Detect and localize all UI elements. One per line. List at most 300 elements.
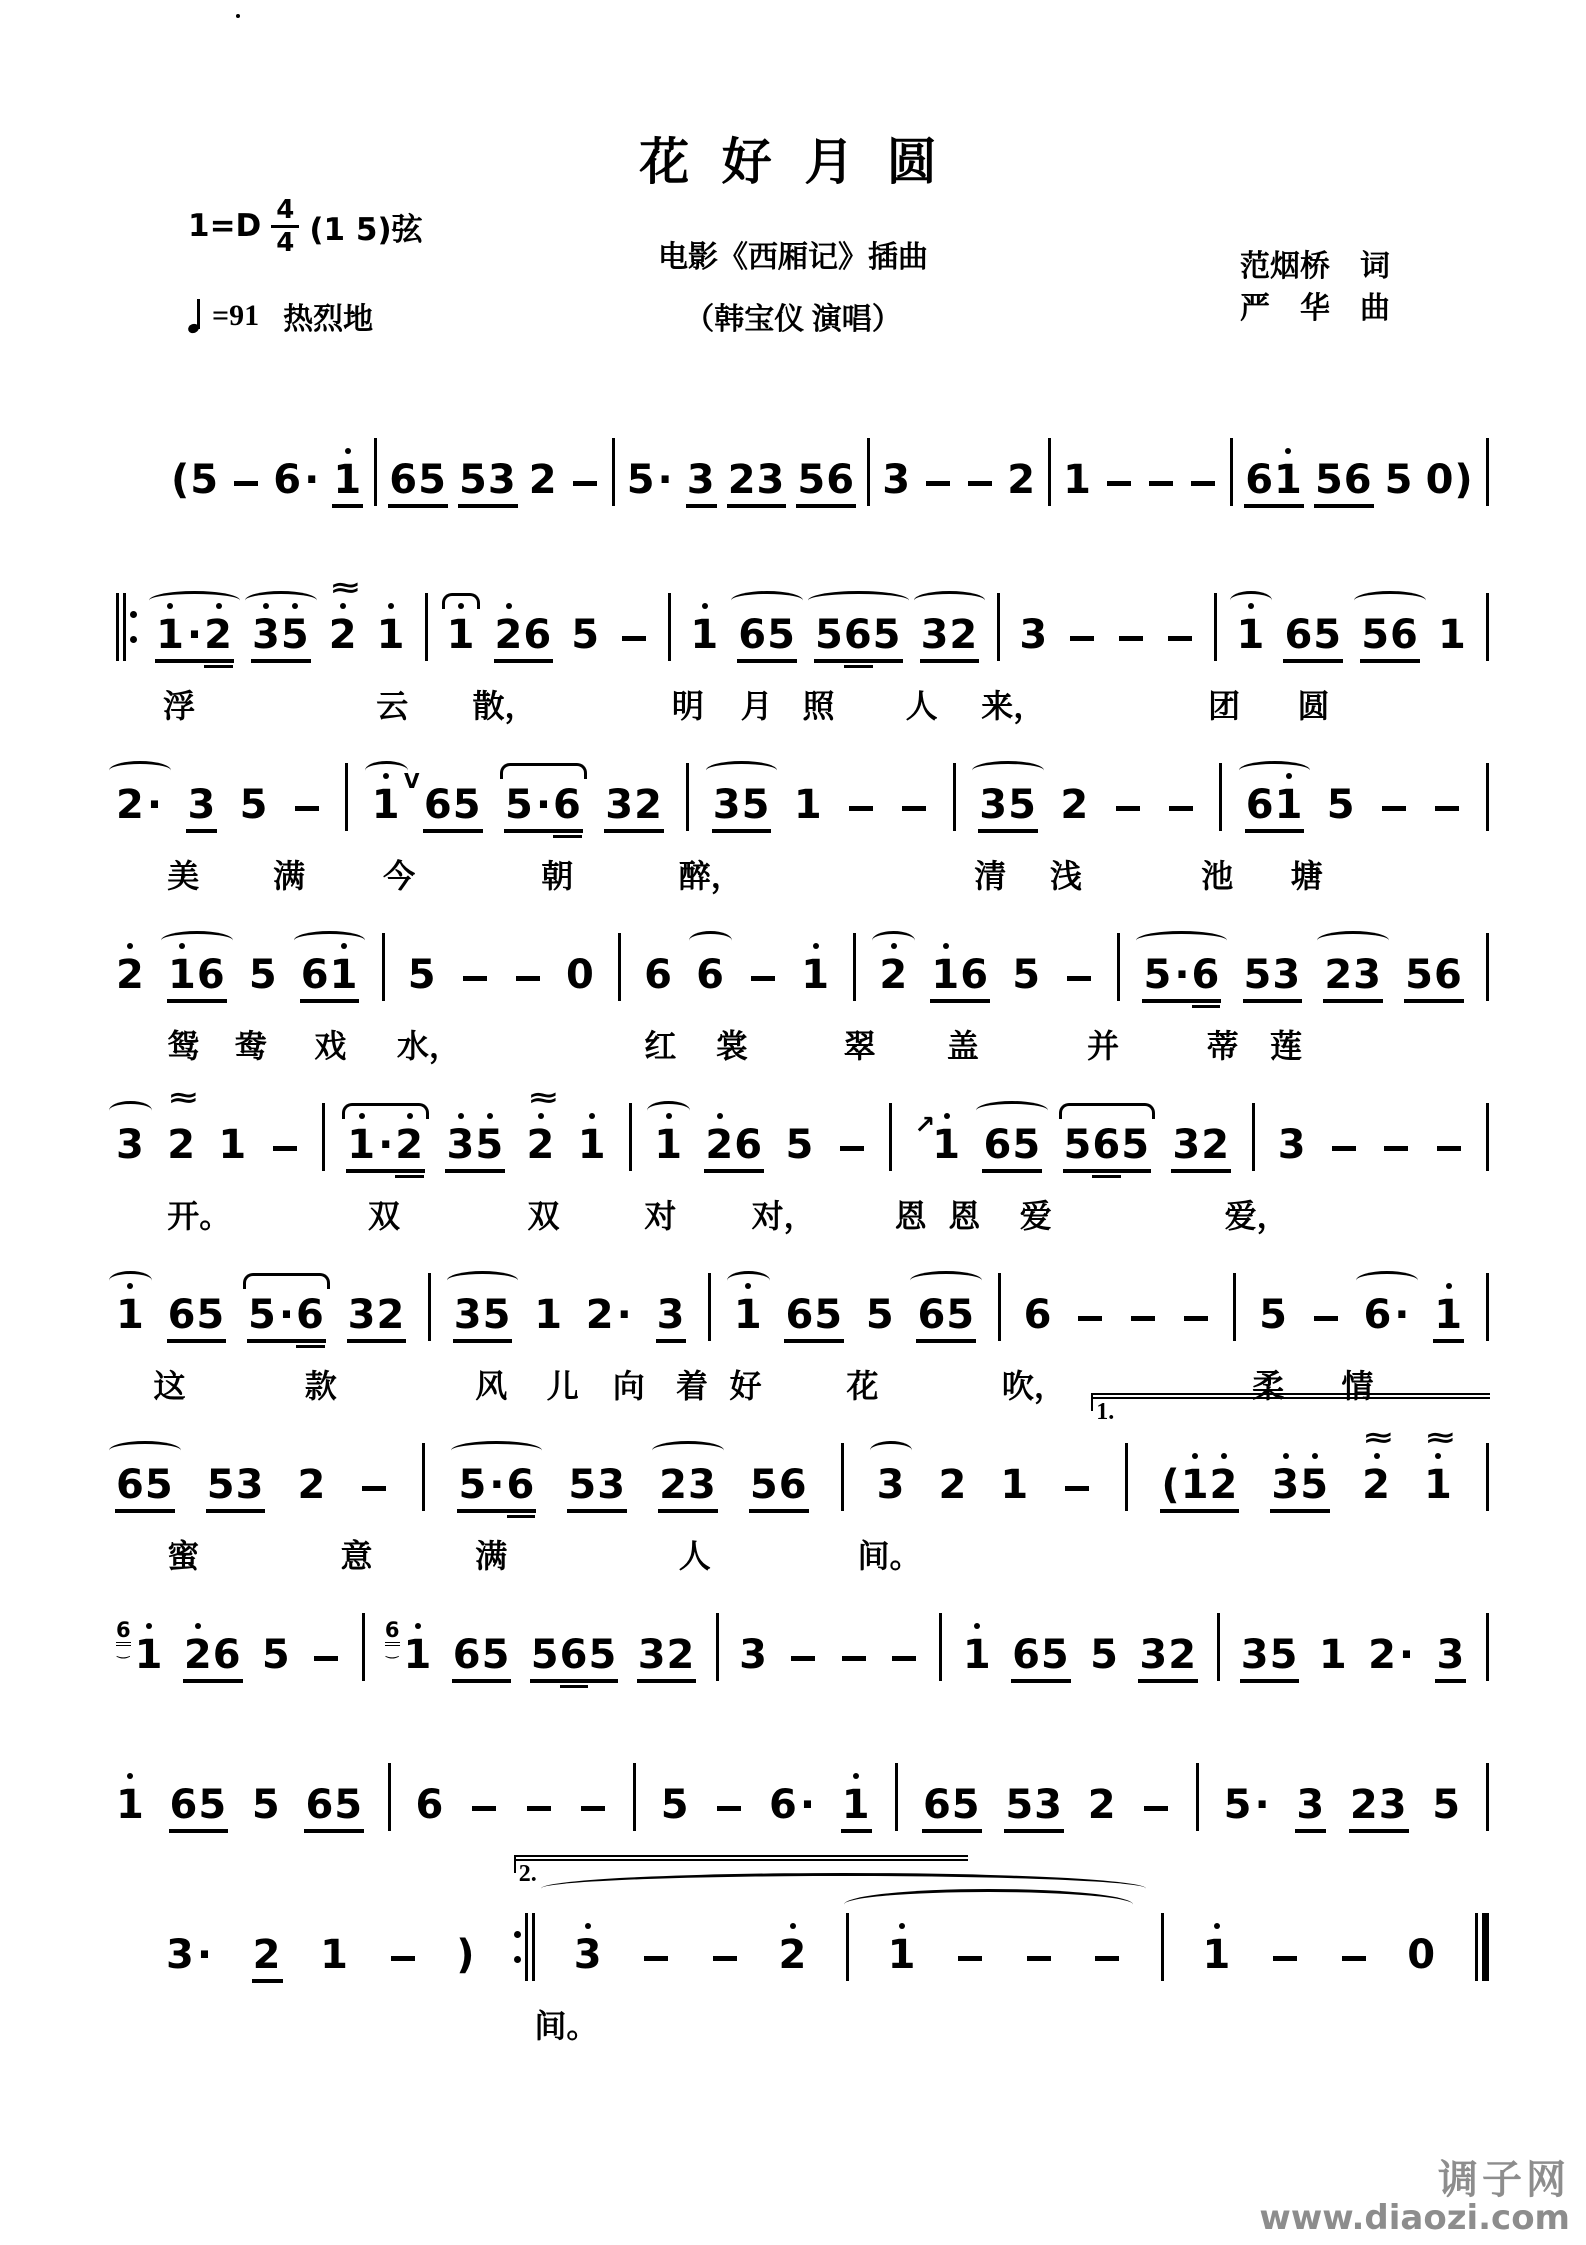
barline (362, 1613, 365, 1681)
note-digit: 5 (797, 457, 827, 503)
dash-note (527, 1806, 551, 1811)
tempo-value: =91 (212, 299, 260, 332)
augmentation-dot: · (1398, 1632, 1415, 1678)
speck (236, 14, 240, 18)
note-digit: 1 (116, 1292, 145, 1338)
note-digit: 5 (144, 1462, 174, 1508)
note-token (1338, 1956, 1370, 1983)
dash-note (1168, 636, 1192, 641)
note-digit: 6 (785, 1292, 815, 1338)
note-digit: 2 (167, 1122, 197, 1168)
score-line (115, 573, 1490, 724)
lyrics-row (115, 1021, 1490, 1065)
note-digit: 1 (403, 1632, 433, 1678)
note-token (248, 952, 279, 1003)
note-digit: 2 (1201, 1122, 1231, 1168)
note-digit: 1 (1437, 612, 1467, 658)
score-line (115, 927, 1490, 1064)
meta-left (188, 196, 423, 338)
note-digit: 1 (446, 612, 476, 658)
note-token (1328, 1146, 1360, 1173)
barline (1161, 1913, 1164, 1981)
note-token (1240, 1632, 1300, 1683)
note-digit: 5 (196, 1292, 226, 1338)
lyric-char: 人 (678, 1538, 711, 1574)
dash-note (1332, 1146, 1356, 1151)
note-digit: 5 (588, 1632, 618, 1678)
lyric-char: 意 (340, 1538, 373, 1574)
note-token (978, 782, 1038, 833)
dash-note (717, 1806, 741, 1811)
notes-row (115, 1607, 1490, 1683)
lyric-char: 美 (167, 858, 200, 894)
lyric-char: 双 (368, 1198, 401, 1234)
lyric-char: 圆 (1297, 688, 1330, 724)
lyric-char: 散， (472, 688, 537, 724)
notes-row (115, 1757, 1490, 1833)
notes-row (115, 1423, 1490, 1513)
dash-note (644, 1956, 668, 1961)
note-token (643, 952, 674, 1003)
score-line (115, 757, 1490, 894)
barline (345, 763, 348, 831)
barline (1219, 763, 1222, 831)
note-token (1142, 952, 1221, 1003)
note-digit: 6 (560, 1635, 589, 1675)
note-token (455, 1932, 476, 1983)
note-token (1349, 1782, 1409, 1833)
dash-note (472, 1806, 496, 1811)
barline (1486, 933, 1489, 1001)
note-digit: 6 (983, 1122, 1013, 1168)
barline (1486, 1443, 1489, 1511)
barline (1233, 1273, 1236, 1341)
note-digit: 2 (659, 1462, 688, 1508)
note-token (577, 1806, 609, 1833)
notes-row (115, 1907, 1490, 1983)
note-digit: 3 (187, 782, 217, 828)
note-token (423, 782, 483, 833)
note-digit: 5 (1384, 457, 1414, 503)
note-digit: 2 (116, 782, 145, 828)
note-digit: 3 (739, 1632, 768, 1678)
note-token (1202, 1932, 1233, 1983)
note-token (573, 1932, 604, 1983)
dash-note (581, 1806, 605, 1811)
note-token (530, 1632, 619, 1683)
note-digit: 1 (1180, 1462, 1210, 1508)
note-digit: 1 (347, 1122, 377, 1168)
page-title: 花 好 月 圆 (639, 134, 947, 190)
lyric-char: 清 (974, 858, 1007, 894)
note-token (155, 612, 234, 663)
note-digit: 1 (801, 952, 831, 998)
augmentation-dot: · (196, 1932, 213, 1978)
score-line (115, 1757, 1490, 1833)
note-digit: 3 (597, 1462, 627, 1508)
note-token (217, 1122, 248, 1173)
note-digit: 6 (507, 1465, 536, 1505)
note-token (920, 612, 980, 663)
note-digit: 6 (452, 1632, 482, 1678)
key-signature (188, 196, 423, 256)
volta-label: 1. (1096, 1399, 1115, 1425)
note-token (784, 1122, 815, 1173)
dash-note (516, 976, 540, 981)
note-digit: 6 (1023, 1292, 1053, 1338)
note-digit: 2 (1349, 1782, 1379, 1828)
note-token (186, 782, 217, 833)
note-digit: 5 (1090, 1632, 1119, 1678)
note-token (709, 1956, 741, 1983)
barline (422, 1443, 425, 1511)
lyric-char: 开。 (167, 1198, 232, 1234)
dash-note (1070, 636, 1094, 641)
augmentation-dot: · (799, 1782, 816, 1828)
note-digit: 6 (844, 615, 873, 655)
lyric-char: 满 (273, 858, 306, 894)
note-token (504, 782, 583, 833)
note-digit: 3 (1353, 952, 1383, 998)
note-digit: 5 (865, 1292, 895, 1338)
note-token (618, 636, 650, 663)
note-token (569, 481, 601, 508)
note-digit: 3 (573, 1932, 603, 1978)
note-token (733, 1292, 764, 1343)
note-token (1087, 1782, 1118, 1833)
note-token (888, 1656, 920, 1683)
note-token (737, 612, 797, 663)
note-digit: 6 (1245, 782, 1275, 828)
note-digit: 5 (475, 1122, 505, 1168)
note-token (1245, 782, 1305, 833)
note-digit: 5 (767, 612, 796, 658)
note-digit: 1 (116, 1782, 145, 1828)
note-digit: 1 (329, 952, 359, 998)
lyric-char: 朝 (541, 858, 574, 894)
note-digit: 3 (487, 457, 517, 503)
note-digit: 5 (1405, 952, 1434, 998)
note-digit: 6 (644, 952, 673, 998)
note-token (1236, 612, 1267, 663)
lyric-char: 鸳 (167, 1028, 200, 1064)
note-token (468, 1806, 500, 1833)
note-token (604, 782, 664, 833)
note-digit: 1 (333, 457, 363, 503)
augmentation-dot: · (378, 1122, 394, 1168)
lyric-char: 情 (1341, 1368, 1374, 1404)
note-digit: 3 (876, 1462, 906, 1508)
lyric-char: 蒂 (1206, 1028, 1239, 1064)
note-token (1160, 1462, 1239, 1513)
dash-note (1065, 1486, 1089, 1491)
note-digit: 3 (252, 612, 281, 658)
note-digit: 2 (938, 1462, 968, 1508)
note-token (777, 1932, 808, 1983)
note-token (1360, 612, 1420, 663)
dash-note (849, 806, 873, 811)
note-token (1066, 636, 1098, 663)
note-token (1425, 457, 1475, 508)
note-token (982, 1122, 1042, 1173)
note-digit: 6 (960, 952, 990, 998)
note-token (626, 457, 676, 508)
dash-note (892, 1656, 916, 1661)
barline (1252, 1103, 1255, 1171)
augmentation-dot: · (186, 612, 203, 658)
lyric-char: 风 (475, 1368, 508, 1404)
note-token (962, 1632, 993, 1683)
note-token (1277, 1122, 1308, 1173)
note-digit: 1 (690, 612, 720, 658)
note-digit: 3 (920, 612, 950, 658)
note-digit: 6 (296, 1295, 325, 1335)
note-digit: 3 (1436, 1632, 1466, 1678)
note-token (1127, 1316, 1159, 1343)
note-token (881, 457, 912, 508)
time-signature (271, 196, 299, 256)
note-digit: 2 (376, 1292, 406, 1338)
note-token (922, 481, 954, 508)
notes-row (115, 757, 1490, 833)
note-token (1074, 1316, 1106, 1343)
note-digit: 0 (566, 952, 595, 998)
note-token (1180, 1316, 1212, 1343)
note-token (1223, 1782, 1273, 1833)
note-token (523, 1806, 555, 1833)
dash-note (926, 481, 950, 486)
score-line (115, 1607, 1490, 1683)
score (115, 432, 1490, 2132)
note-digit: 5 (458, 1462, 488, 1508)
note-token (457, 1462, 536, 1513)
note-token (814, 612, 903, 663)
note-digit: 3 (756, 457, 786, 503)
note-digit: 5 (1326, 782, 1356, 828)
note-token (930, 952, 990, 1003)
note-digit: 5 (458, 457, 488, 503)
watermark-site: 调子网 (1438, 2157, 1570, 2204)
note-token (1145, 481, 1177, 508)
note-digit: 2 (634, 782, 663, 828)
note-digit: 5 (1063, 1122, 1093, 1168)
note-token (1378, 806, 1410, 833)
lyrics-row (115, 851, 1490, 895)
note-digit: 5 (1269, 1632, 1299, 1678)
meter-numerator: 4 (271, 196, 299, 228)
note-token (796, 457, 856, 508)
barline (1486, 1613, 1489, 1681)
barline (841, 1443, 844, 1511)
note-digit: 3 (1034, 1782, 1064, 1828)
note-token (1063, 976, 1095, 1003)
note-token (637, 1632, 697, 1683)
note-token (1023, 1292, 1054, 1343)
note-token (1164, 636, 1196, 663)
dash-note (902, 806, 926, 811)
note-digit: 1 (577, 1122, 607, 1168)
lyric-char: 花 (846, 1368, 879, 1404)
note-digit: 2 (395, 1125, 424, 1165)
note-digit: 3 (687, 1462, 717, 1508)
note-digit: 1 (1274, 782, 1304, 828)
dash-note (1169, 806, 1193, 811)
note-digit: 2 (1060, 782, 1090, 828)
note-token (1380, 1146, 1412, 1173)
note-digit: 1 (376, 612, 406, 658)
barline (997, 593, 1000, 661)
barline (1230, 438, 1233, 506)
note-token (1115, 636, 1147, 663)
note-digit: 5 (1243, 952, 1273, 998)
watermark-url: www.diaozi.com (1259, 2198, 1570, 2239)
note-digit: 1 (1202, 1932, 1232, 1978)
note-token (1323, 952, 1383, 1003)
grace-tie-icon: ‿ (386, 1641, 399, 1659)
note-digit: 3 (116, 1122, 145, 1168)
note-digit: 5 (1008, 782, 1037, 828)
augmentation-dot: · (657, 457, 673, 503)
note-digit: 2 (1324, 952, 1354, 998)
note-digit: 5 (190, 457, 220, 503)
repeat-end-barline (514, 1913, 535, 1981)
note-token (332, 457, 363, 508)
note-token (713, 1806, 745, 1833)
note-token (452, 1632, 512, 1683)
note-digit: 0 (1425, 457, 1455, 503)
dash-note (1107, 481, 1131, 486)
dash-note (1437, 1146, 1461, 1151)
dash-note (840, 1146, 864, 1151)
note-digit: 5 (407, 952, 437, 998)
note-token (787, 1656, 819, 1683)
lyric-char: 戏 (314, 1028, 347, 1064)
note-token (239, 782, 270, 833)
note-token (1004, 1782, 1064, 1833)
note-digit: 5 (660, 1782, 690, 1828)
note-digit: 1 (962, 1632, 992, 1678)
note-token (686, 457, 717, 508)
note-token (784, 1292, 844, 1343)
note-digit: 5 (814, 1292, 844, 1338)
barline (1214, 593, 1217, 661)
note-digit: 1 (1274, 457, 1303, 503)
note-digit: 5 (280, 612, 310, 658)
note-token (1243, 952, 1303, 1003)
note-token (272, 457, 322, 508)
note-digit: 5 (1143, 952, 1173, 998)
note-token (1091, 1956, 1123, 1983)
note-digit: 6 (917, 1292, 947, 1338)
lyric-char: 恩 (894, 1198, 927, 1234)
dash-note (295, 806, 319, 811)
barline (686, 763, 689, 831)
note-token (533, 1292, 564, 1343)
expression-mark: 热烈地 (283, 303, 374, 336)
note-token (704, 1122, 764, 1173)
note-token (838, 1656, 870, 1683)
notes-row (115, 573, 1490, 663)
barline (1196, 1763, 1199, 1831)
dash-note (362, 1486, 386, 1491)
note-token (1437, 612, 1468, 663)
lyric-char: 儿 (546, 1368, 579, 1404)
note-digit: 5 (1121, 1122, 1151, 1168)
note-digit: 2 (949, 612, 979, 658)
note-digit: 3 (446, 1122, 476, 1168)
note-token (1310, 1316, 1342, 1343)
final-barline (1475, 1913, 1489, 1981)
note-digit: 1 (931, 952, 961, 998)
note-token (1089, 1632, 1120, 1683)
tempo-line (188, 294, 423, 338)
dash-note (1314, 1316, 1338, 1321)
barline (612, 438, 615, 506)
note-digit: 1 (167, 952, 197, 998)
lyrics-row (115, 681, 1490, 725)
note-digit: 5 (749, 1462, 779, 1508)
note-digit: 5 (814, 612, 844, 658)
note-token (1404, 952, 1464, 1003)
note-token (585, 1292, 635, 1343)
note-digit: 2 (1362, 1462, 1391, 1508)
barline (668, 593, 671, 661)
lyric-char: 浅 (1050, 858, 1083, 894)
note-digit: 5 (452, 782, 482, 828)
note-digit: 5 (946, 1292, 976, 1338)
barline (1048, 438, 1051, 506)
lyric-char: 浮 (163, 688, 196, 724)
dash-note (1184, 1316, 1208, 1321)
note-token (169, 1782, 229, 1833)
note-digit: 2 (1087, 1782, 1117, 1828)
note-digit: 5 (785, 1122, 815, 1168)
note-digit: 2 (705, 1122, 735, 1168)
note-token (1384, 457, 1415, 508)
composer: 严 华 曲 (1240, 292, 1390, 325)
note-token (415, 1782, 446, 1833)
note-digit: 2 (1209, 1462, 1239, 1508)
note-token (115, 1782, 146, 1833)
note-token (1270, 1462, 1330, 1513)
lyric-char: 满 (475, 1538, 508, 1574)
note-digit: 3 (166, 1932, 195, 1978)
barline (425, 593, 428, 661)
note-digit: 2 (778, 1932, 808, 1978)
note-token (916, 1292, 976, 1343)
note-token (1171, 1122, 1231, 1173)
note-digit: 6 (738, 612, 768, 658)
lyric-char: 恩 (948, 1198, 981, 1234)
note-token (458, 457, 518, 508)
note-digit: 5 (248, 952, 278, 998)
note-token (115, 1462, 175, 1513)
note-digit: 0 (1407, 1932, 1437, 1978)
dash-note (1149, 481, 1173, 486)
dash-note (314, 1656, 338, 1661)
note-digit: 1 (320, 1932, 349, 1978)
note-token (1435, 1632, 1466, 1683)
note-digit: 5 (1259, 1292, 1288, 1338)
lyric-char: 今 (383, 858, 416, 894)
lyricist: 范烟桥 词 (1240, 250, 1390, 283)
note-token (577, 1122, 608, 1173)
note-token (1140, 1806, 1172, 1833)
note-digit: 6 (1092, 1125, 1121, 1165)
note-token (528, 457, 559, 508)
note-digit: 3 (882, 457, 912, 503)
score-line (115, 1861, 1490, 2044)
